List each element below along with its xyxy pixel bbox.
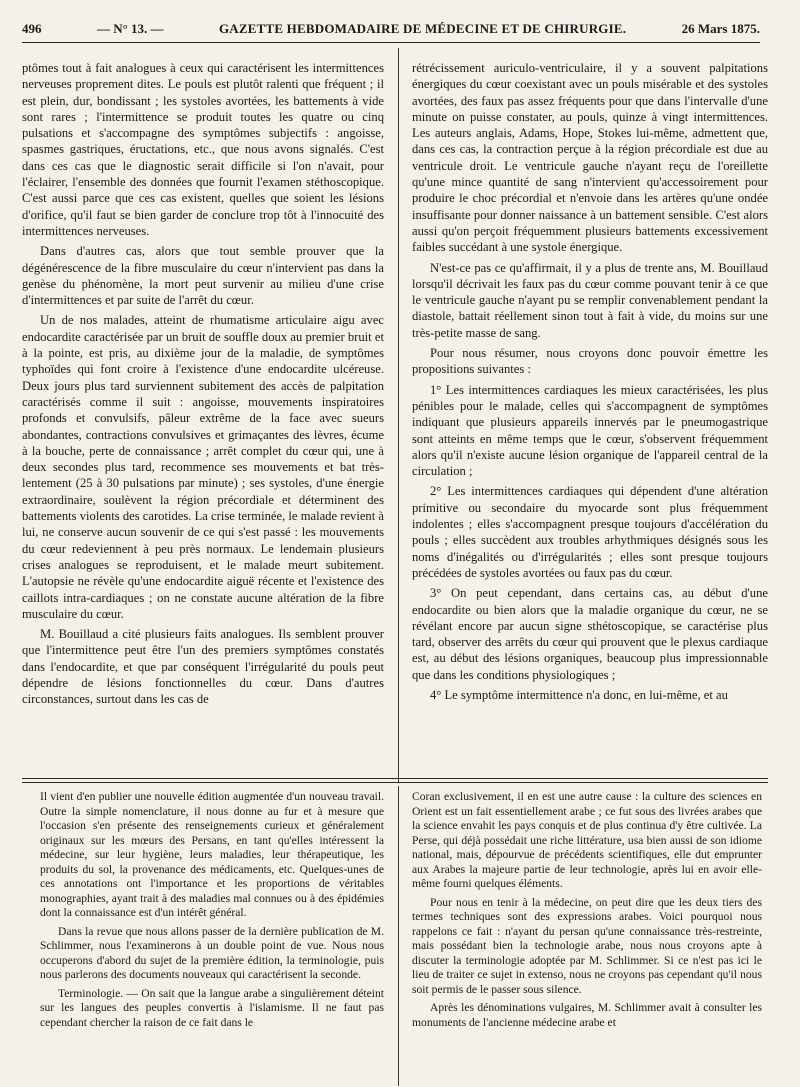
- paragraph: Coran exclusivement, il en est une autre cause : la culture des sciences en Orient est un fait essentiellement arabe ; ce fut sous des livrées arabes que la science envahit les pays conquis et de plus continua d'y être cultivée. La Perse, qui déjà possédait une riche littérature, usa bien aussi de son idiome national, mais, dépourvue de précédents scientifiques, elle dut emprunter aux Arabes la majeure partie de leur technologie, après lui en avoir elle-même fourni quelques éléments.: [412, 790, 762, 890]
- section-separator: [22, 778, 768, 779]
- paragraph: rétrécissement auriculo-ventriculaire, il y a souvent palpitations énergiques du cœur coexistant avec un pouls misérable et des systoles avortées, des faux pas assez fréquents pour que dans l'intervalle d'une minute on puisse constater, au pouls, quinze à vingt intermittences. Les auteurs anglais, Adams, Hope, Stokes lui-même, admettent que, dans ces cas, la contraction perçue à la région précordiale est due au ventricule droit. Le ventricule gauche n'ayant reçu de l'oreillette qu'une mince quantité de sang n'intervient qu'accessoirement pour produire le choc précordial et n'envoie dans les artères qu'une ondée insuffisante pour donner naissance à un battement sensible. C'est alors aussi qu'on perçoit fréquemment plusieurs battements excessivement faibles succédant à une systole énergique.: [412, 61, 768, 255]
- proposition-4: 4° Le symptôme intermittence n'a donc, en lui-même, et au: [430, 687, 728, 702]
- paragraph: Pour nous en tenir à la médecine, on peut dire que les deux tiers des termes techniques sont des expressions arabes. Voici pourquoi nous rappelons ce fait : n'ayant du persan qu'une connaissance très-restreinte, mais possédant bien la technologie arabe, nous nous croyons apte à discuter la terminologie adoptée par M. Schlimmer. Si ce n'est pas ici le lieu de traiter ce sujet in extenso, nous ne croyons pas cependant qu'il nous soit permis de le passer sous silence.: [412, 895, 762, 996]
- section-separator-thin: [22, 782, 768, 783]
- paragraph: Dans d'autres cas, alors que tout semble prouver que la dégénérescence de la fibre musculaire du cœur n'intervient pas dans la genèse du phénomène, la mort peut survenir au milieu d'une crise d'intermittences et par suite de l'arrêt du cœur.: [22, 244, 384, 308]
- paragraph: Terminologie. — On sait que la langue arabe a singulièrement déteint sur les langues des peuples convertis à l'islamisme. Il ne faut pas cependant chercher la raison de ce fait dans le: [40, 986, 384, 1029]
- paragraph: N'est-ce pas ce qu'affirmait, il y a plus de trente ans, M. Bouillaud lorsqu'il décrivait les faux pas du cœur comme pouvant tenir à ce que le ventricule gauche n'ayant pu se remplir convenablement pendant la diastole, battait réellement sinon tout à fait à vide, du moins sur une très-petite masse de sang.: [412, 260, 768, 340]
- feuilleton-column-right: [412, 790, 762, 1082]
- proposition-2: 2° Les intermittences cardiaques qui dépendent d'une altération primitive ou secondaire du myocarde sont plus fréquemment indolentes ; elles s'accompagnent presque toujours d'accélération du pouls ; elles succèdent aux troubles arhythmiques désignés sous les noms d'inégalités ou d'irrégularités ; elles sont presque toujours précédées de systoles avortées ou faux pas du cœur.: [412, 484, 768, 580]
- paragraph: Pour nous résumer, nous croyons donc pouvoir émettre les propositions suivantes :: [412, 346, 768, 377]
- paragraph: Dans la revue que nous allons passer de la dernière publication de M. Schlimmer, nous l'examinerons à un double point de vue. Nous nous occuperons d'abord du sujet de la première édition, la terminologie, puis nous parlerons des documents nouveaux qui caractérisent la seconde.: [40, 924, 384, 981]
- paragraph: Un de nos malades, atteint de rhumatisme articulaire aigu avec endocardite caractérisée par un bruit de souffle doux au premier bruit et à la pointe, est pris, au dixième jour de la maladie, de symptômes typhoïdes qui font croire à l'existence d'une endocardite ulcéreuse. Deux jours plus tard surviennent subitement des accès de palpitation caractérisés comme il suit : angoisse, mouvements inspiratoires profonds et convulsifs, pâleur extrême de la face avec sueurs abondantes, contractions convulsives et grimaçantes des lèvres, écume à la bouche, perte de connaissance ; arrêt complet du cœur qui, une à deux secondes plus tard, recommence ses mouvements et bat très-lentement (25 à 30 pulsations par minute) ; ses systoles, d'une énergie extraordinaire, soulèvent la région précordiale et déterminent des battements violents des carotides. La crise terminée, le malade revient à lui, ne conserve aucun souvenir de ce qui s'est passé : les mouvements du cœur redeviennent à peu près normaux. Le lendemain plusieurs crises analogues se reproduisent, et le malade meurt subitement. L'autopsie ne révèle qu'une endocardite aiguë récente et l'existence des caillots intra-cardiaques ; on ne constate aucune altération de la fibre musculaire du cœur.: [22, 313, 384, 621]
- page-header: [22, 18, 760, 43]
- article-column-left: [22, 60, 384, 772]
- issue-number: — N° 13. —: [96, 21, 164, 36]
- proposition-3: 3° On peut cependant, dans certains cas, au début d'une endocardite ou bien alors que la maladie organique du cœur, ne se révélant encore par aucun signe sthétoscopique, se caractérise plus tard, observer des arrêts du cœur qui prouvent que le plexus cardiaque est, au début des lésions organiques, beaucoup plus impressionnable que dans les conditions physiologiques ;: [412, 586, 768, 682]
- proposition-1: 1° Les intermittences cardiaques les mieux caractérisées, les plus pénibles pour le malade, celles qui s'accompagnent de symptômes indiquant que plusieurs appareils innervés par le pneumogastrique sont atteints en même temps que le cœur, s'observent fréquemment alors qu'il n'existe aucune lésion organique de l'appareil central de la circulation ;: [412, 382, 768, 479]
- paragraph: Après les dénominations vulgaires, M. Schlimmer avait à consulter les monuments de l'ancienne médecine arabe et: [412, 1001, 762, 1029]
- journal-title: GAZETTE HEBDOMADAIRE DE MÉDECINE ET DE CHIRURGIE.: [218, 21, 627, 36]
- feuilleton-column-divider: [398, 786, 399, 1086]
- issue-date: 26 Mars 1875.: [681, 21, 760, 36]
- paragraph: Il vient d'en publier une nouvelle édition augmentée d'un nouveau travail. Outre la simple nomenclature, il nous donne au fur et à mesure que l'occasion s'en présente des renseignements curieux et généralement originaux sur les mœurs des Persans, en tant qu'elles intéressent la médecine, sur leur hygiène, leurs maladies, leur thérapeutique, les produits du sol, la provenance des médicaments, etc. Quelques-unes de ces annotations ont l'importance et les proportions de véritables monographies, ayant trait à des maladies mal connues ou à des épidémies dont la connaissance est d'un intérêt général.: [40, 790, 384, 919]
- column-divider: [398, 48, 399, 783]
- paragraph: ptômes tout à fait analogues à ceux qui caractérisent les intermittences nerveuses proprement dites. Le pouls est plutôt ralenti que fréquent ; il est plein, dur, bondissant ; les systoles avortées, les battements à vide sont rares ; l'intermittence se produit toutes les quatre ou cinq pulsations et s'accompagne des symptômes subjectifs : angoisse, spasmes gastriques, éructations, etc., que nous avons signalés. C'est dans ces cas que le diagnostic serait difficile si l'on n'avait, pour l'éclairer, l'ensemble des données que fournit l'examen stéthoscopique. C'est aussi parce que ces cas existent, quelles que soient les lésions d'orifice, qu'il faut se bien garder de conclure trop tôt à l'innocuité des intermittences nerveuses.: [22, 61, 384, 238]
- paragraph: M. Bouillaud a cité plusieurs faits analogues. Ils semblent prouver que l'intermittence peut être l'un des premiers symptômes constatés dans l'endocardite, et que par conséquent l'irrégularité du pouls peut dépendre de lésions fonctionnelles du cœur. Dans d'autres circonstances, surtout dans les cas de: [22, 627, 384, 707]
- article-column-right: [412, 60, 768, 772]
- page-number: 496: [22, 21, 42, 36]
- feuilleton-column-left: [40, 790, 384, 1082]
